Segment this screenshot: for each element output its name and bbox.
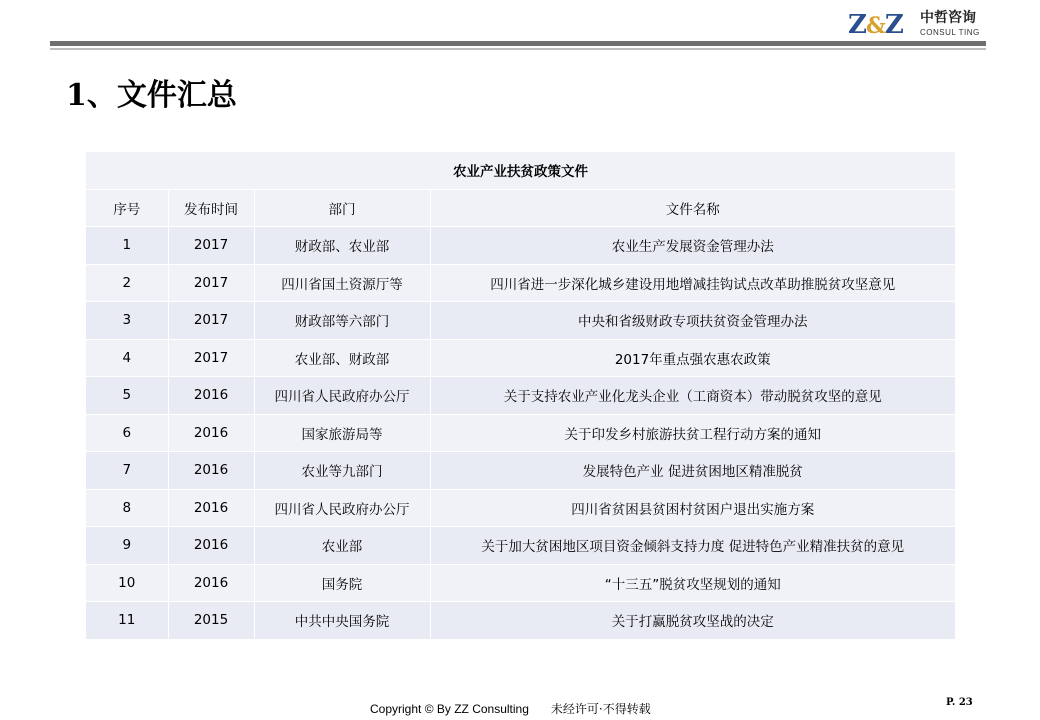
- cell-date: 2016: [168, 414, 254, 452]
- cell-document: 中央和省级财政专项扶贫资金管理办法: [430, 302, 955, 340]
- cell-department: 国家旅游局等: [254, 414, 430, 452]
- cell-department: 农业部、财政部: [254, 339, 430, 377]
- logo-chinese-name: 中哲咨询: [920, 10, 976, 26]
- cell-date: 2017: [168, 302, 254, 340]
- cell-index: 9: [86, 527, 168, 565]
- cell-document: “十三五”脱贫攻坚规划的通知: [430, 564, 955, 602]
- cell-index: 7: [86, 452, 168, 490]
- table-row: [86, 564, 955, 602]
- cell-index: 3: [86, 302, 168, 340]
- cell-date: 2016: [168, 452, 254, 490]
- table-row: [86, 302, 955, 340]
- policy-table-container: [86, 152, 955, 640]
- cell-department: 财政部、农业部: [254, 227, 430, 265]
- cell-document: 关于支持农业产业化龙头企业（工商资本）带动脱贫攻坚的意见: [430, 377, 955, 415]
- column-header-department: 部门: [254, 189, 430, 227]
- cell-department: 中共中央国务院: [254, 602, 430, 640]
- policy-table: [86, 152, 955, 640]
- cell-department: 四川省国土资源厅等: [254, 264, 430, 302]
- cell-index: 10: [86, 564, 168, 602]
- reprint-notice: 未经许可·不得转载: [550, 702, 651, 716]
- company-logo: [848, 8, 988, 42]
- cell-index: 8: [86, 489, 168, 527]
- table-row: [86, 414, 955, 452]
- logo-mark-z2: Z: [884, 10, 903, 40]
- header-divider-thin: [50, 48, 986, 50]
- table-header-row: [86, 189, 955, 227]
- copyright-footer: [370, 702, 651, 716]
- cell-date: 2017: [168, 227, 254, 265]
- cell-date: 2015: [168, 602, 254, 640]
- copyright-text: Copyright © By ZZ Consulting: [370, 702, 529, 716]
- page-title: 1、文件汇总: [66, 78, 237, 113]
- cell-department: 农业等九部门: [254, 452, 430, 490]
- logo-mark-z1: Z: [848, 10, 866, 40]
- cell-index: 6: [86, 414, 168, 452]
- table-row: [86, 527, 955, 565]
- column-header-date: 发布时间: [168, 189, 254, 227]
- cell-document: 农业生产发展资金管理办法: [430, 227, 955, 265]
- table-row: [86, 264, 955, 302]
- cell-department: 国务院: [254, 564, 430, 602]
- table-row: [86, 227, 955, 265]
- cell-document: 关于加大贫困地区项目资金倾斜支持力度 促进特色产业精准扶贫的意见: [430, 527, 955, 565]
- table-row: [86, 452, 955, 490]
- cell-document: 2017年重点强农惠农政策: [430, 339, 955, 377]
- cell-date: 2016: [168, 564, 254, 602]
- table-caption: 农业产业扶贫政策文件: [86, 152, 955, 189]
- header-divider-thick: [50, 41, 986, 46]
- cell-date: 2017: [168, 339, 254, 377]
- cell-department: 财政部等六部门: [254, 302, 430, 340]
- cell-index: 5: [86, 377, 168, 415]
- page-number: P. 23: [946, 697, 973, 708]
- table-row: [86, 339, 955, 377]
- cell-document: 四川省贫困县贫困村贫困户退出实施方案: [430, 489, 955, 527]
- cell-index: 2: [86, 264, 168, 302]
- cell-date: 2016: [168, 527, 254, 565]
- cell-document: 发展特色产业 促进贫困地区精准脱贫: [430, 452, 955, 490]
- column-header-document: 文件名称: [430, 189, 955, 227]
- cell-index: 11: [86, 602, 168, 640]
- cell-index: 1: [86, 227, 168, 265]
- logo-mark: [848, 10, 903, 41]
- table-row: [86, 602, 955, 640]
- logo-english-name: CONSUL TING: [920, 28, 980, 37]
- table-row: [86, 489, 955, 527]
- table-caption-row: [86, 152, 955, 189]
- cell-department: 四川省人民政府办公厅: [254, 489, 430, 527]
- cell-document: 四川省进一步深化城乡建设用地增减挂钩试点改革助推脱贫攻坚意见: [430, 264, 955, 302]
- cell-department: 农业部: [254, 527, 430, 565]
- cell-date: 2016: [168, 377, 254, 415]
- logo-mark-amp: &: [865, 13, 885, 39]
- cell-date: 2017: [168, 264, 254, 302]
- cell-date: 2016: [168, 489, 254, 527]
- cell-department: 四川省人民政府办公厅: [254, 377, 430, 415]
- cell-index: 4: [86, 339, 168, 377]
- column-header-index: 序号: [86, 189, 168, 227]
- cell-document: 关于印发乡村旅游扶贫工程行动方案的通知: [430, 414, 955, 452]
- table-row: [86, 377, 955, 415]
- cell-document: 关于打赢脱贫攻坚战的决定: [430, 602, 955, 640]
